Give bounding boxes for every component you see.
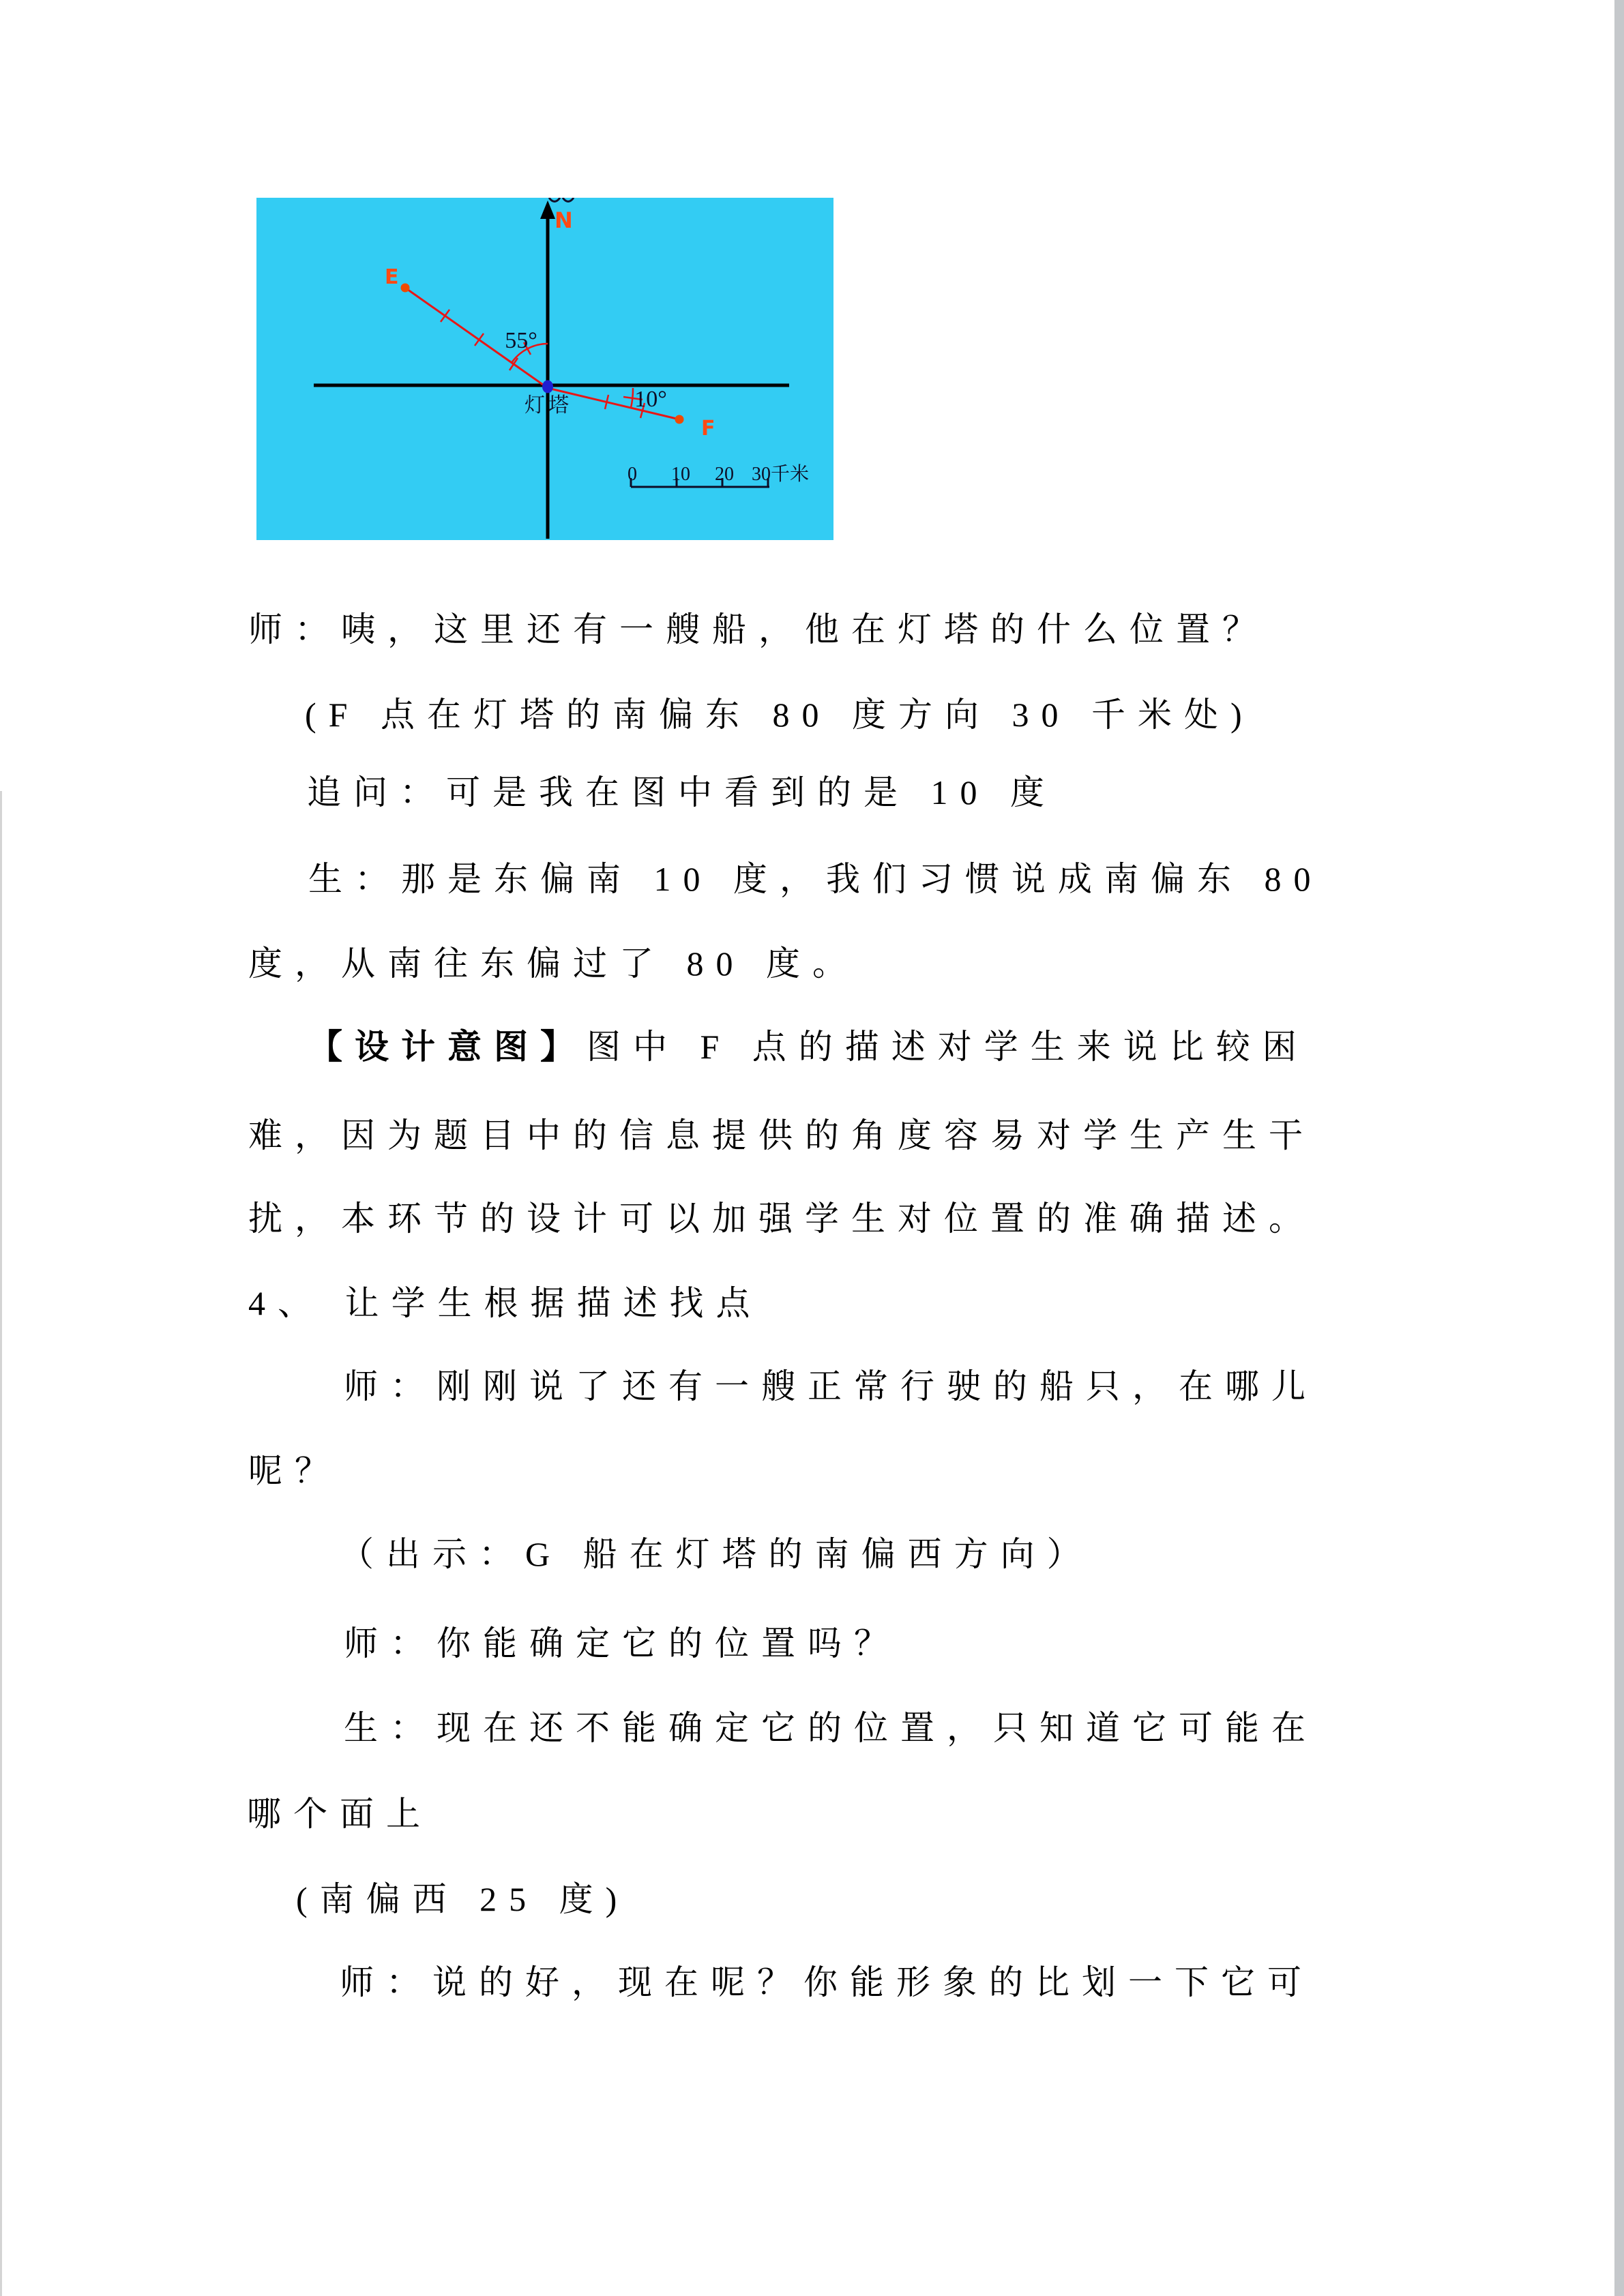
point-f-dot: [675, 415, 684, 424]
bearing-diagram: [256, 198, 833, 540]
text-line-7: 难，因为题目中的信息提供的角度容易对学生产生干: [248, 1116, 1315, 1154]
angle-55-label: 55°: [505, 328, 537, 353]
scale-label-30: 30千米: [752, 464, 810, 485]
scale-label-30km: 20: [715, 464, 734, 485]
text-line-10: 师：刚刚说了还有一艘正常行驶的船只，在哪儿: [344, 1367, 1318, 1405]
point-f-label: F: [701, 417, 715, 441]
text-line-15: 哪个面上: [247, 1795, 432, 1833]
text-line-16: (南偏西 25 度): [296, 1880, 630, 1918]
north-axis-arrowhead: [540, 200, 555, 219]
lighthouse-origin-dot: [542, 381, 553, 393]
clipped-top-text-fragment: [549, 198, 574, 202]
text-line-5: 度，从南往东偏过了 80 度。: [248, 944, 859, 983]
text-line-2: (F 点在灯塔的南偏东 80 度方向 30 千米处): [305, 696, 1254, 734]
lighthouse-label: 灯塔: [525, 394, 572, 417]
page-edge-left: [0, 791, 2, 2296]
page-edge-right: [1614, 0, 1624, 2296]
text-line-12: （出示：G 船在灯塔的南偏西方向）: [340, 1535, 1093, 1573]
text-line-11: 呢？: [248, 1452, 341, 1490]
design-intent-heading: 【设计意图】: [308, 1028, 587, 1066]
text-line-6: 【设计意图】图中 F 点的描述对学生来说比较困: [308, 1028, 1309, 1066]
text-line-13: 师：你能确定它的位置吗？: [344, 1624, 900, 1663]
point-e-label: E: [385, 265, 399, 289]
scale-label-0: 0: [628, 464, 637, 485]
text-line-17: 师：说的好，现在呢？你能形象的比划一下它可: [340, 1963, 1314, 2001]
point-e-dot: [401, 284, 410, 293]
scale-label-10: 10: [671, 464, 690, 485]
text-line-3: 追问：可是我在图中看到的是 10 度: [307, 773, 1057, 811]
text-line-8: 扰，本环节的设计可以加强学生对位置的准确描述。: [248, 1199, 1315, 1238]
text-line-4: 生：那是东偏南 10 度，我们习惯说成南偏东 80: [308, 860, 1323, 898]
angle-10-label: 10°: [634, 387, 667, 412]
text-line-9: 4、 让学生根据描述找点: [248, 1284, 763, 1322]
text-line-1: 师：咦，这里还有一艘船，他在灯塔的什么位置？: [248, 610, 1269, 648]
scale-ruler: [631, 478, 769, 487]
text-line-14: 生：现在还不能确定它的位置，只知道它可能在: [344, 1709, 1318, 1747]
bearing-diagram-svg: [256, 198, 833, 540]
north-label: N: [555, 207, 573, 233]
